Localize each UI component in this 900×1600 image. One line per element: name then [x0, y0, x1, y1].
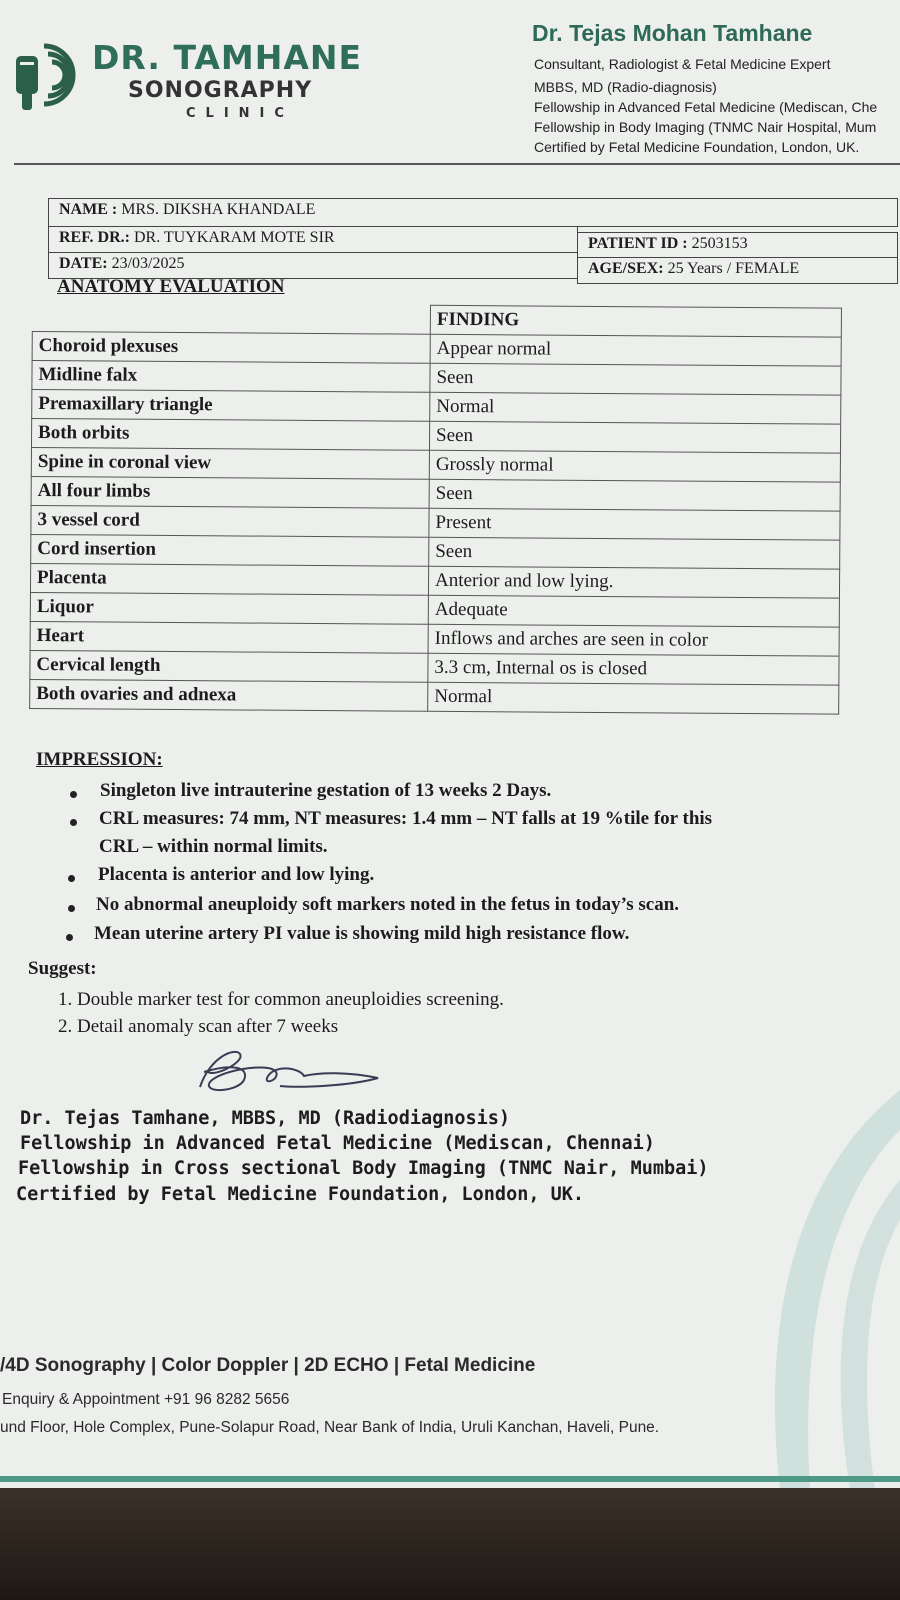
- bullet-dot-icon: [68, 905, 75, 912]
- bullet-dot-icon: [70, 791, 77, 798]
- footer-enquiry: Enquiry & Appointment +91 96 8282 5656: [2, 1391, 290, 1408]
- organ-cell: Premaxillary triangle: [32, 390, 430, 422]
- organ-cell: Liquor: [30, 592, 428, 624]
- organ-cell: All four limbs: [31, 476, 429, 508]
- bullet-dot-icon: [70, 819, 77, 826]
- suggest-item-1: 1. Double marker test for common aneuploidies screening.: [58, 989, 504, 1010]
- clinic-logo-icon: [10, 30, 80, 120]
- finding-cell: Seen: [429, 537, 840, 569]
- organ-cell: Cervical length: [30, 650, 428, 682]
- anatomy-row: [30, 679, 839, 714]
- finding-cell: Adequate: [428, 595, 839, 627]
- finding-cell: Anterior and low lying.: [428, 566, 839, 598]
- ref-doctor-row: [48, 226, 578, 253]
- doctor-fellowship-1: Fellowship in Advanced Fetal Medicine (Mediscan, Che: [534, 99, 878, 115]
- ref-label: REF. DR.:: [59, 229, 130, 246]
- finding-cell: Seen: [430, 363, 841, 395]
- patient-id: 2503153: [691, 235, 748, 252]
- impression-item-3: Placenta is anterior and low lying.: [98, 864, 375, 885]
- suggest-item-2: 2. Detail anomaly scan after 7 weeks: [58, 1016, 339, 1037]
- header-divider: [14, 163, 900, 165]
- impression-item-5: Mean uterine artery PI value is showing mild high resistance flow.: [94, 923, 630, 944]
- organ-cell: Both orbits: [31, 419, 429, 451]
- clinic-name-line1: DR. TAMHANE: [92, 38, 363, 77]
- finding-cell: Appear normal: [430, 334, 841, 366]
- footer-address: und Floor, Hole Complex, Pune-Solapur Road, Near Bank of India, Uruli Kanchan, Haveli, Pune.: [0, 1419, 660, 1436]
- suggest-title: Suggest:: [28, 958, 97, 979]
- decorative-swoosh: [740, 1090, 900, 1488]
- handwritten-signature: [180, 1042, 390, 1102]
- finding-cell: Present: [429, 508, 840, 540]
- footer-services: /4D Sonography | Color Doppler | 2D ECHO | Fetal Medicine: [0, 1355, 536, 1376]
- clinic-name-line2: SONOGRAPHY: [128, 78, 313, 103]
- finding-header: FINDING: [430, 305, 841, 337]
- doctor-title: Consultant, Radiologist & Fetal Medicine Expert: [534, 56, 831, 72]
- patient-id-cell: [577, 232, 898, 258]
- doctor-name: Dr. Tejas Mohan Tamhane: [532, 20, 813, 46]
- doctor-degree: MBBS, MD (Radio-diagnosis): [534, 79, 717, 95]
- impression-item-4: No abnormal aneuploidy soft markers noted in the fetus in today’s scan.: [96, 894, 680, 915]
- age-sex-label: AGE/SEX:: [588, 260, 664, 277]
- age-sex: 25 Years / FEMALE: [667, 260, 800, 277]
- finding-cell: Inflows and arches are seen in color: [428, 624, 839, 656]
- anatomy-title: ANATOMY EVALUATION: [57, 276, 285, 297]
- patient-name: MRS. DIKSHA KHANDALE: [121, 201, 316, 218]
- date-row: [48, 252, 578, 279]
- impression-item-1: Singleton live intrauterine gestation of 13 weeks 2 Days.: [100, 780, 552, 801]
- name-label: NAME :: [59, 201, 118, 218]
- ref-doctor: DR. TUYKARAM MOTE SIR: [133, 229, 335, 246]
- finding-cell: Grossly normal: [429, 450, 840, 482]
- impression-title: IMPRESSION:: [36, 749, 163, 770]
- signatory-fellowship-1: Fellowship in Advanced Fetal Medicine (Mediscan, Chennai): [20, 1133, 655, 1154]
- signatory-certification: Certified by Fetal Medicine Foundation, London, UK.: [16, 1184, 585, 1205]
- finding-cell: Normal: [428, 682, 839, 714]
- signatory-name: Dr. Tejas Tamhane, MBBS, MD (Radiodiagnosis): [20, 1108, 511, 1129]
- clinic-name-line3: CLINIC: [186, 106, 294, 121]
- signatory-fellowship-2: Fellowship in Cross sectional Body Imaging (TNMC Nair, Mumbai): [18, 1158, 709, 1179]
- finding-cell: Normal: [430, 392, 841, 424]
- organ-cell: Spine in coronal view: [31, 447, 429, 479]
- patient-name-row: [48, 198, 898, 227]
- organ-cell: Both ovaries and adnexa: [30, 679, 428, 711]
- finding-cell: Seen: [429, 421, 840, 453]
- finding-cell: 3.3 cm, Internal os is closed: [428, 653, 839, 685]
- patient-id-label: PATIENT ID :: [588, 235, 688, 252]
- date-label: DATE:: [59, 255, 108, 272]
- doctor-fellowship-2: Fellowship in Body Imaging (TNMC Nair Hospital, Mum: [534, 119, 877, 135]
- anatomy-table: [29, 302, 842, 715]
- bullet-dot-icon: [66, 934, 73, 941]
- impression-item-2-cont: CRL – within normal limits.: [99, 836, 328, 857]
- bullet-dot-icon: [68, 875, 75, 882]
- organ-cell: Placenta: [30, 563, 428, 595]
- organ-cell: Choroid plexuses: [32, 332, 430, 364]
- doctor-certification: Certified by Fetal Medicine Foundation, London, UK.: [534, 139, 860, 155]
- footer-divider: [0, 1476, 900, 1482]
- age-sex-cell: [577, 257, 898, 284]
- impression-item-2: CRL measures: 74 mm, NT measures: 1.4 mm – NT falls at 19 %tile for this: [99, 808, 713, 829]
- organ-cell: Midline falx: [32, 361, 430, 393]
- background-surface: [0, 1488, 900, 1600]
- organ-cell: Cord insertion: [31, 534, 429, 566]
- organ-header-cell: [32, 303, 430, 335]
- finding-cell: Seen: [429, 479, 840, 511]
- organ-cell: Heart: [30, 621, 428, 653]
- report-date: 23/03/2025: [111, 255, 185, 272]
- organ-cell: 3 vessel cord: [31, 505, 429, 537]
